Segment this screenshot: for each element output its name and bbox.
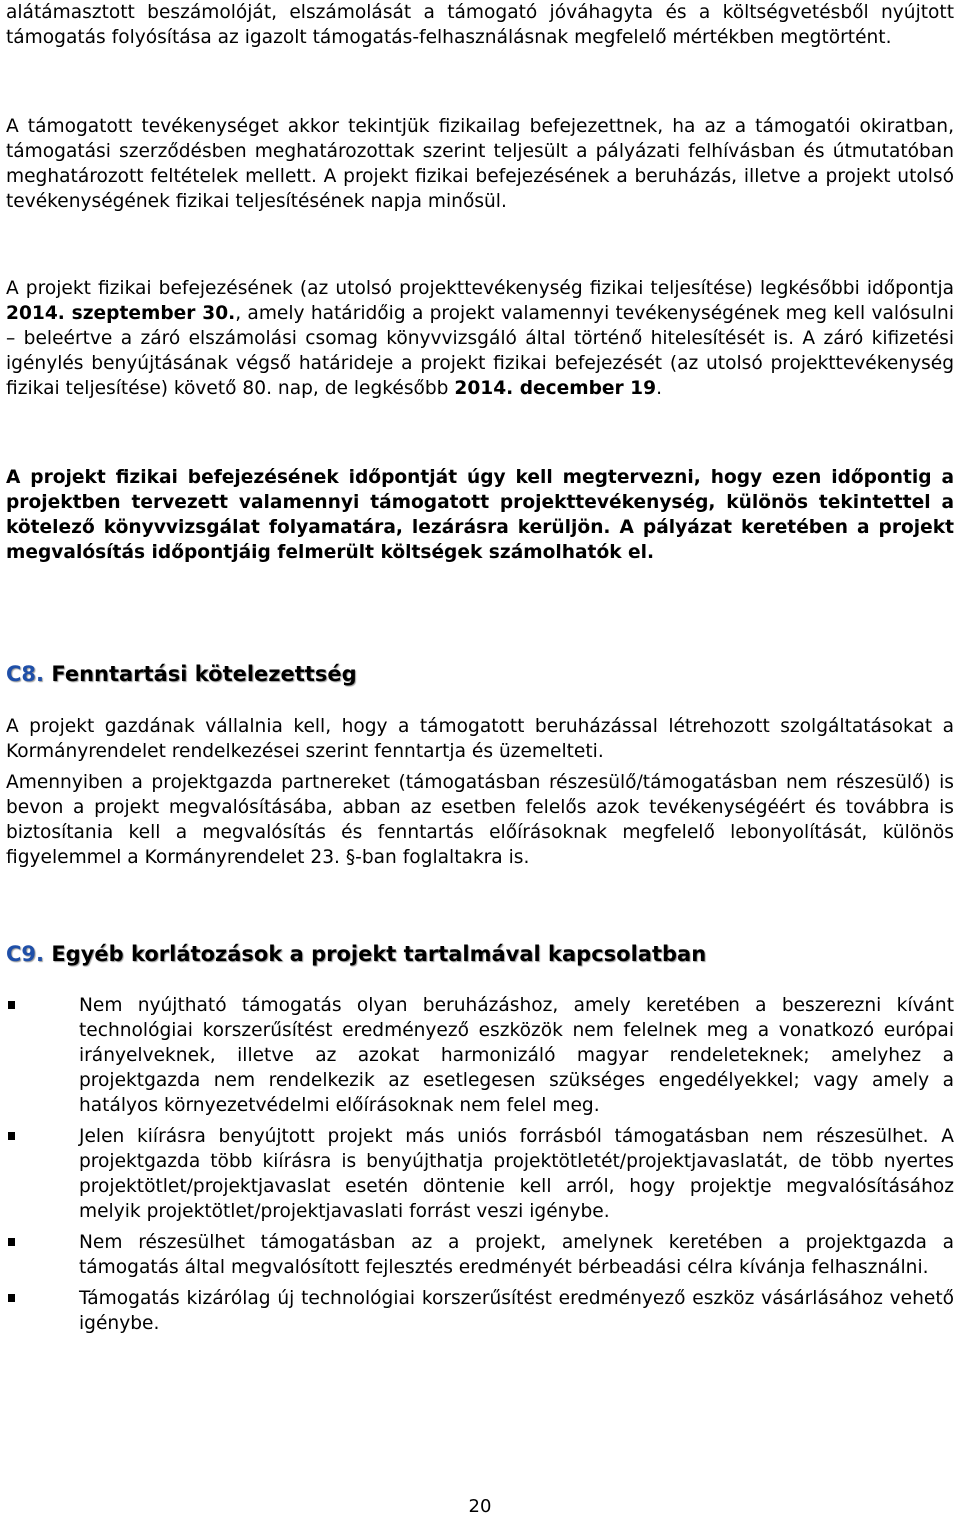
deadline-text-1: A projekt fizikai befejezésének (az utolsó projekttevékenység fizikai teljesítése) legkésőbbi időpontja [6, 278, 954, 299]
section-heading-c8 [6, 660, 357, 688]
deadline-text-2: , amely határidőig a projekt valamennyi tevékenységének meg kell valósulni – beleértve a záró elszámolási csomag könyvvizsgáló által történő hitelesítését is. A záró kifizetési igénylés benyújtásának végső határideje a projekt fizikai befejezését (az utolsó projekttevékenység fizikai teljesítése) követő 80. nap, de legkésőbb [6, 303, 954, 399]
section-title-c8: Fenntartási kötelezettség [51, 662, 357, 686]
restrictions-list [6, 993, 954, 1342]
page-number: 20 [468, 1496, 492, 1517]
list-item-text: Nem részesülhet támogatásban az a projekt, amelynek keretében a projektgazda a támogatás által megvalósított fejlesztés eredményét bérbeadási célra kívánja felhasználni. [79, 1232, 954, 1278]
deadline-paragraph [6, 276, 954, 401]
section-title-c9: Egyéb korlátozások a projekt tartalmával kapcsolatban [51, 942, 707, 966]
c8-paragraph-2: Amennyiben a projektgazda partnereket (támogatásban részesülő/támogatásban nem részesülő) is bevon a projekt megvalósításába, abban az esetben felelős azok tevékenységéért és továbbra is biztosítania kell a megvalósítás és fenntartás előírásoknak megfelelő lebonyolítását, különös figyelemmel a Kormányrendelet 23. §-ban foglaltakra is. [6, 772, 954, 868]
deadline-text-3: . [656, 378, 662, 399]
list-item-text: Jelen kiírásra benyújtott projekt más uniós forrásból támogatásban nem részesülhet. A projektgazda több kiírásra is benyújthatja projektötletét/projektjavaslatát, de több nyertes projektötlet/projektjavaslat esetén döntenie kell arról, hogy projektje megvalósításához melyik projektötlet/projektjavaslati forrást veszi igénybe. [79, 1126, 954, 1222]
deadline-date-1: 2014. szeptember 30. [6, 303, 236, 324]
section-number-c8: C8. [6, 662, 45, 686]
list-item [6, 1230, 954, 1280]
section-heading-c9 [6, 940, 706, 968]
list-item [6, 993, 954, 1118]
intro-paragraph: alátámasztott beszámolóját, elszámolását a támogató jóváhagyta és a költségvetésből nyújtott támogatás folyósítása az igazolt támogatás-felhasználásnak megfelelő mértékben megtörtént. [6, 2, 954, 48]
planning-paragraph: A projekt fizikai befejezésének időpontját úgy kell megtervezni, hogy ezen időpontig a projektben tervezett valamennyi támogatott projekttevékenység, különös tekintettel a kötelező könyvvizsgálat folyamatára, lezárásra kerüljön. A pályázat keretében a projekt megvalósítás időpontjáig felmerült költségek számolhatók el. [6, 467, 954, 563]
square-bullet-icon [8, 1294, 15, 1302]
list-item-text: Nem nyújtható támogatás olyan beruházáshoz, amely keretében a beszerezni kívánt technológiai korszerűsítést eredményező eszközök nem felelnek meg a vonatkozó európai irányelveknek, illetve az azokat harmonizáló magyar rendeleteknek; amelyhez a projektgazda nem rendelkezik az esetlegesen szükséges engedélyekkel; vagy amely a hatályos környezetvédelmi előírásoknak nem felel meg. [79, 995, 954, 1116]
deadline-date-2: 2014. december 19 [454, 378, 657, 399]
physical-completion-paragraph: A támogatott tevékenységet akkor tekintjük fizikailag befejezettnek, ha az a támogatói okiratban, támogatási szerződésben meghatározottak szerint teljesült a pályázati felhívásban és útmutatóban meghatározott feltételek mellett. A projekt fizikai befejezésének a beruházás, illetve a projekt utolsó tevékenységének fizikai teljesítésének napja minősül. [6, 116, 954, 212]
square-bullet-icon [8, 1238, 15, 1246]
square-bullet-icon [8, 1001, 15, 1009]
list-item-text: Támogatás kizárólag új technológiai korszerűsítést eredményező eszköz vásárlásához vehető igénybe. [79, 1288, 954, 1334]
c8-paragraph-1: A projekt gazdának vállalnia kell, hogy a támogatott beruházással létrehozott szolgáltatásokat a Kormányrendelet rendelkezései szerint fenntartja és üzemelteti. [6, 716, 954, 762]
list-item [6, 1286, 954, 1336]
square-bullet-icon [8, 1132, 15, 1140]
list-item [6, 1124, 954, 1224]
section-number-c9: C9. [6, 942, 45, 966]
